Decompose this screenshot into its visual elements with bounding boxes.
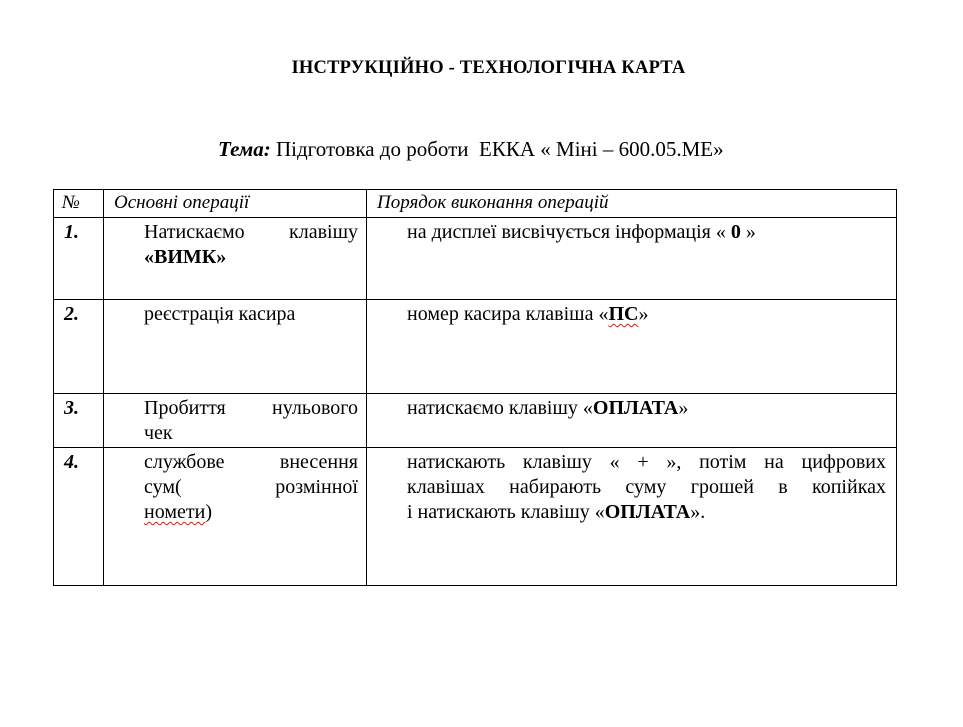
operations-table	[53, 189, 897, 586]
row-procedure	[367, 218, 897, 300]
misspelled-word: номети	[144, 501, 206, 523]
procedure-text: »	[638, 303, 649, 325]
header-procedure: Порядок виконання операцій	[367, 190, 897, 218]
table-row	[54, 218, 897, 300]
key-name: 0	[730, 221, 741, 243]
row-operation	[104, 394, 367, 448]
topic-label: Тема:	[218, 137, 271, 161]
table-row	[54, 448, 897, 586]
procedure-text: і натискають клавішу «	[407, 501, 605, 523]
operation-line	[144, 501, 212, 523]
table-row	[54, 300, 897, 394]
header-number: №	[54, 190, 104, 218]
topic-line	[218, 137, 724, 162]
row-number: 3.	[54, 394, 104, 448]
procedure-text: на дисплеї висвічується інформація «	[407, 221, 731, 243]
key-name: ОПЛАТА	[604, 501, 691, 523]
key-name: ОПЛАТА	[592, 397, 679, 419]
operation-line: Натискаємо клавішу	[144, 221, 358, 243]
operation-line: службове внесення	[144, 451, 358, 473]
row-procedure	[367, 394, 897, 448]
procedure-text: ».	[690, 501, 706, 523]
procedure-text: »	[740, 221, 756, 243]
row-operation: реєстрація касира	[104, 300, 367, 394]
row-number: 2.	[54, 300, 104, 394]
procedure-text: »	[678, 397, 689, 419]
topic-text: Підготовка до роботи ЕККА « Міні – 600.05.МЕ»	[270, 137, 724, 161]
operation-line: Пробиття нульового	[144, 397, 358, 419]
row-procedure	[367, 448, 897, 586]
row-number: 1.	[54, 218, 104, 300]
row-procedure	[367, 300, 897, 394]
operation-text: )	[205, 501, 212, 523]
table-row	[54, 394, 897, 448]
document-title: ІНСТРУКЦІЙНО - ТЕХНОЛОГІЧНА КАРТА	[291, 58, 686, 78]
row-operation	[104, 218, 367, 300]
procedure-text: натискаємо клавішу «	[407, 397, 593, 419]
header-operations: Основні операції	[104, 190, 367, 218]
operation-line: чек	[144, 422, 173, 444]
procedure-text: номер касира клавіша «	[407, 303, 609, 325]
key-name: «ВИМК»	[144, 246, 227, 268]
key-name: ПС	[608, 303, 639, 325]
procedure-line	[407, 501, 705, 523]
procedure-line: клавішах набирають суму грошей в копійках	[407, 476, 886, 498]
procedure-line: натискають клавішу « + », потім на цифрових	[407, 451, 886, 473]
row-operation	[104, 448, 367, 586]
operation-line: сум( розмінної	[144, 476, 358, 498]
table-header-row	[54, 190, 897, 218]
row-number: 4.	[54, 448, 104, 586]
